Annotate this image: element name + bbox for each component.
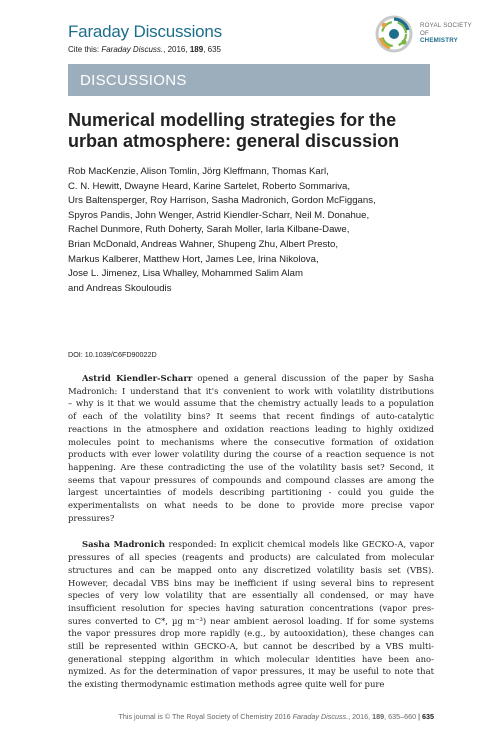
author-line: Urs Baltensperger, Roy Harrison, Sasha Madronich, Gordon McFiggans, <box>68 195 376 207</box>
author-line: Brian McDonald, Andreas Wahner, Shupeng Zhu, Albert Presto, <box>68 238 339 250</box>
author-line: Rachel Dunmore, Ruth Doherty, Sarah Moller, Iarla Kilbane-Dawe, <box>68 224 350 236</box>
article-title: Numerical modelling strategies for the urban atmosphere: general discussion <box>68 110 400 151</box>
doi-link[interactable]: DOI: 10.1039/C6FD90022D <box>68 350 157 359</box>
speaker-name: Sasha Madronich <box>82 539 166 550</box>
cite-pages: , 635 <box>203 45 221 54</box>
discussion-paragraph: Sasha Madronich responded: In explicit chemical models like GECKO-A, vapor pressures of all species (reagents and products) are calculated from molecular structures and can be mapped onto any discretized volatility basis set (VBS). However, decadal VBS bins may be inefficient if using several bins to represent species of very low volatility that are essentially all condensed, or may have insufficient resolution for species having saturation concentrations (vapor pres- sures converted to C*, µg m⁻³) near ambient aerosol loading. If for some systems the vapor pressures drop more rapidly (e.g., by autooxidation), these changes can still be represented within GECKO-A, but cannot be described by a VBS multi- generational stepping algorithm in which molecular identities have been ano- nymized. As for the determination of vapor pressures, it may be useful to note that the existing thermodynamic estimation methods agree quite well for pure <box>68 539 434 690</box>
cite-volume: 189 <box>189 45 204 54</box>
page-footer: This journal is © The Royal Society of Chemistry 2016 Faraday Discuss., 2016, 189, 635–660 | 635 <box>118 712 434 721</box>
article-body <box>68 372 434 701</box>
author-line: Spyros Pandis, John Wenger, Astrid Kiendler-Scharr, Neil M. Donahue, <box>68 209 370 221</box>
author-line: Rob MacKenzie, Alison Tomlin, Jörg Kleffmann, Thomas Karl, <box>68 166 329 177</box>
author-list <box>68 165 438 296</box>
citation-line <box>68 45 221 54</box>
cite-prefix: Cite this: <box>68 45 102 54</box>
section-banner: DISCUSSIONS <box>68 64 430 96</box>
author-line: and Andreas Skouloudis <box>68 282 172 294</box>
journal-name[interactable]: Faraday Discussions <box>68 22 222 41</box>
discussion-paragraph: Astrid Kiendler-Scharr opened a general discussion of the paper by Sasha Madronich: I understand that it's convenient to work with volatility distributions – why is it that we would assume that the chemistry actually leads to a population of each of the volatility bins? It seems that recent findings of auto-catalytic reactions in the atmosphere and oxidation reactions leading to highly oxidized molecules point to mechanisms where the consecutive formation of oxidation products with ever lower volatility during the course of a reaction sequence is not happening. Are these contradicting the use of the volatility basis set? Second, it seems that vapour pressures of compounds and compound classes are among the largest uncertainties of models describing partitioning - could you guide the experimentalists on what needs to be done to provide more precise vapor pressures? <box>68 373 434 523</box>
rsc-logo-text: ROYAL SOCIETY OF CHEMISTRY <box>420 22 472 44</box>
speaker-name: Astrid Kiendler-Scharr <box>82 373 193 383</box>
cite-journal: Faraday Discuss. <box>101 45 164 54</box>
cite-year: , 2016, <box>163 45 190 54</box>
author-line: Markus Kalberer, Matthew Hort, James Lee, Irina Nikolova, <box>68 253 319 265</box>
page-number: 635 <box>422 712 434 721</box>
author-line: C. N. Hewitt, Dwayne Heard, Karine Sartelet, Roberto Sommariva, <box>68 180 351 192</box>
author-line: Jose L. Jimenez, Lisa Whalley, Mohammed Salim Alam <box>68 268 303 280</box>
